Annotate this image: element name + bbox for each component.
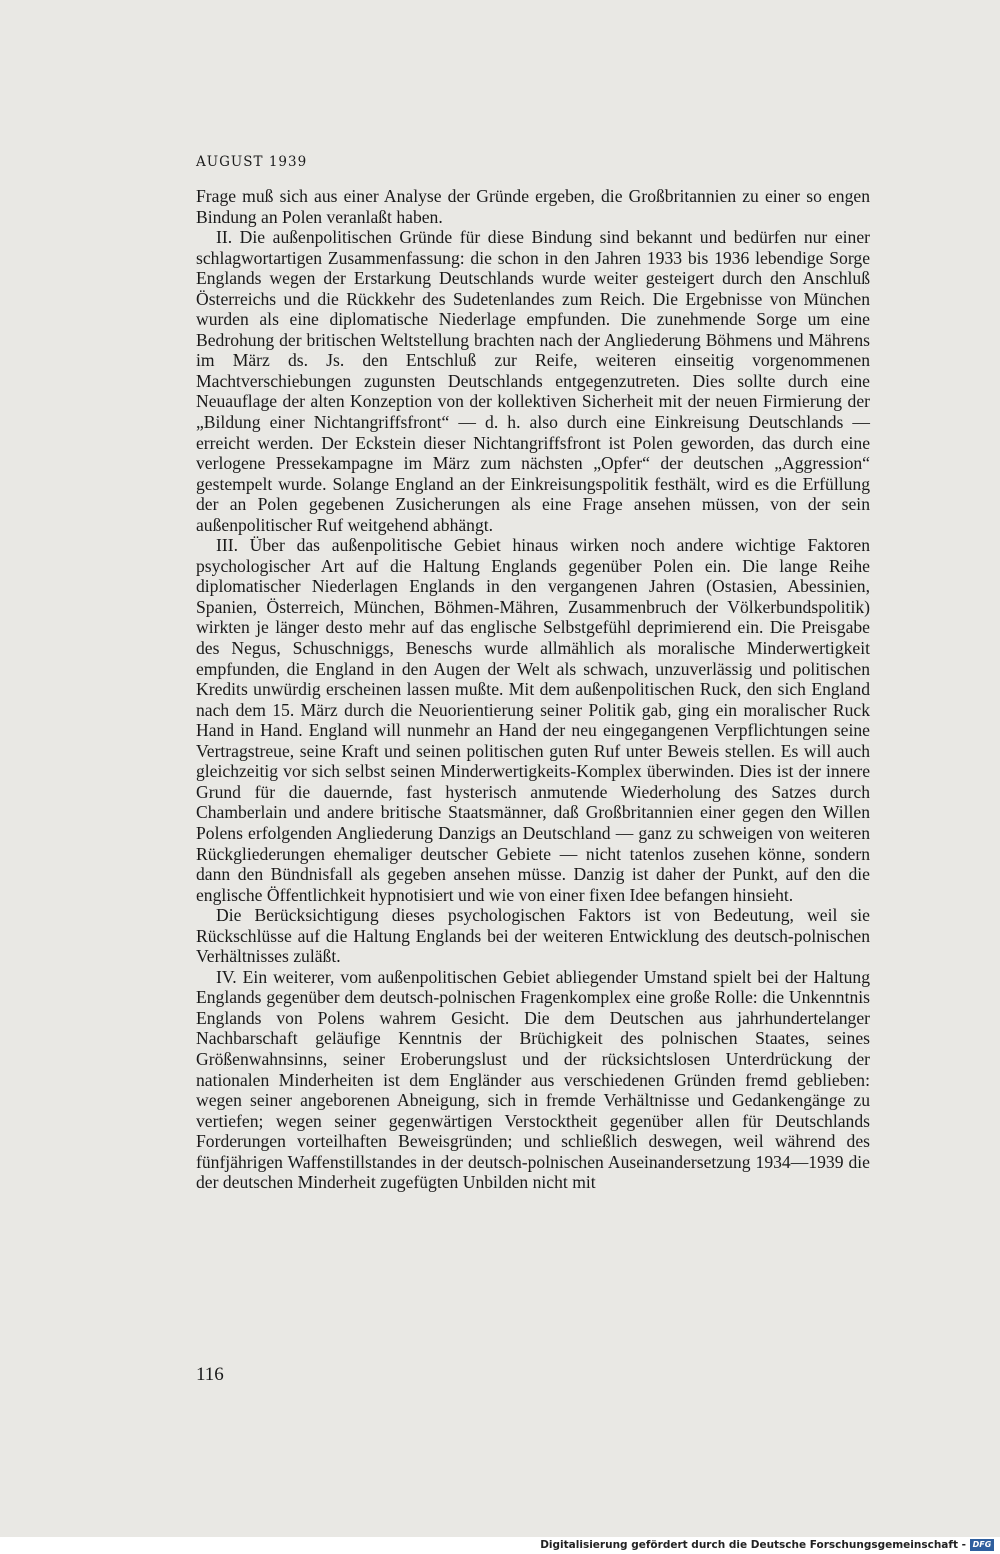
- paragraph-continuation: Frage muß sich aus einer Analyse der Gründe ergeben, die Großbritannien zu einer so engen Bindung an Polen veranlaßt haben.: [196, 186, 870, 227]
- paragraph-section-4: IV. Ein weiterer, vom außenpolitischen Gebiet abliegender Umstand spielt bei der Haltung Englands gegenüber dem deutsch-polnischen Fragenkomplex eine große Rolle: die Unkenntnis Englands von Polens wahrem Gesicht. Die dem Deutschen aus jahrhundertelanger Nachbarschaft geläufige Kenntnis der Brüchigkeit des polnischen Staates, seines Größenwahnsinns, seiner Eroberungslust und der rücksichtslosen Unterdrückung der nationalen Minderheiten ist dem Engländer aus verschiedenen Gründen fremd geblieben: wegen seiner angeborenen Abneigung, sich in fremde Verhältnisse und Gedankengänge zu vertiefen; wegen seiner gegenwärtigen Verstocktheit gegenüber allen für Deutschlands Forderungen vorteilhaften Beweisgründen; und schließlich deswegen, weil während des fünfjährigen Waffenstillstandes in der deutsch-polnischen Auseinandersetzung 1934—1939 die der deutschen Minderheit zugefügten Unbilden nicht mit: [196, 966, 870, 1193]
- paragraph-psychological-factor: Die Berücksichtigung dieses psychologischen Faktors ist von Bedeutung, weil sie Rückschlüsse auf die Haltung Englands bei der weiteren Entwicklung des deutsch-polnischen Verhältnisses zuläßt.: [196, 905, 870, 967]
- page-number: 116: [196, 1364, 224, 1385]
- paragraph-section-3: III. Über das außenpolitische Gebiet hinaus wirken noch andere wichtige Faktoren psychologischer Art auf die Haltung Englands gegenüber Polen ein. Die lange Reihe diplomatischer Niederlagen Englands in den vergangenen Jahren (Ostasien, Abessinien, Spanien, Österreich, München, Böhmen-Mähren, Zusammenbruch der Völkerbundspolitik) wirkten je länger desto mehr auf das englische Selbstgefühl deprimierend ein. Die Preisgabe des Negus, Schuschniggs, Beneschs wurde allmählich als moralische Minderwertigkeit empfunden, die England in den Augen der Welt als schwach, unzuverlässig und politischen Kredits unwürdig erscheinen lassen mußte. Mit dem außenpolitischen Ruck, den sich England nach dem 15. März durch die Neuorientierung seiner Politik gab, ging ein moralischer Ruck Hand in Hand. England will nunmehr an Hand der neu eingegangenen Verpflichtungen seine Vertragstreue, seine Kraft und seinen politischen guten Ruf unter Beweis stellen. Es will auch gleichzeitig vor sich selbst seinen Minderwertigkeits-Komplex überwinden. Dies ist der innere Grund für die dauernde, fast hysterisch anmutende Wiederholung des Satzes durch Chamberlain und andere britische Staatsmänner, daß Großbritannien einer gegen den Willen Polens erfolgenden Angliederung Danzigs an Deutschland — ganz zu schweigen von weiteren Rückgliederungen ehemaliger deutscher Gebiete — nicht tatenlos zusehen könne, sondern dann den Bündnisfall als gegeben ansehen müsse. Danzig ist daher der Punkt, auf den die englische Öffentlichkeit hypnotisiert und wie von einer fixen Idee befangen hinsieht.: [196, 535, 870, 905]
- footer-credit: Digitalisierung gefördert durch die Deutsche Forschungsgemeinschaft -: [540, 1539, 966, 1551]
- running-head: AUGUST 1939: [196, 154, 308, 170]
- body-text: [196, 186, 870, 1193]
- footer-bar: [0, 1537, 1000, 1554]
- paragraph-section-2: II. Die außenpolitischen Gründe für diese Bindung sind bekannt und bedürfen nur einer schlagwortartigen Zusammenfassung: die schon in den Jahren 1933 bis 1936 lebendige Sorge Englands wegen der Erstarkung Deutschlands wurde weiter gesteigert durch den Anschluß Österreichs und die Rückkehr des Sudetenlandes zum Reich. Die Ergebnisse von München wurden als eine diplomatische Niederlage empfunden. Die zunehmende Sorge um eine Bedrohung der britischen Weltstellung brachten nach der Angliederung Böhmens und Mährens im März ds. Js. den Entschluß zur Reife, weiteren einseitig vorgenommenen Machtverschiebungen zugunsten Deutschlands entgegenzutreten. Dies sollte durch eine Neuauflage der alten Konzeption von der kollektiven Sicherheit mit der neuen Firmierung der „Bildung einer Nichtangriffsfront“ — d. h. also durch eine Einkreisung Deutschlands — erreicht werden. Der Eckstein dieser Nichtangriffsfront ist Polen geworden, das durch eine verlogene Pressekampagne im März zum nächsten „Opfer“ der deutschen „Aggression“ gestempelt wurde. Solange England an der Einkreisungspolitik festhält, wird es die Erfüllung der an Polen gegebenen Zusicherungen als eine Frage ansehen müssen, von der sein außenpolitischer Ruf weitgehend abhängt.: [196, 227, 870, 535]
- dfg-logo-icon: DFG: [970, 1539, 994, 1551]
